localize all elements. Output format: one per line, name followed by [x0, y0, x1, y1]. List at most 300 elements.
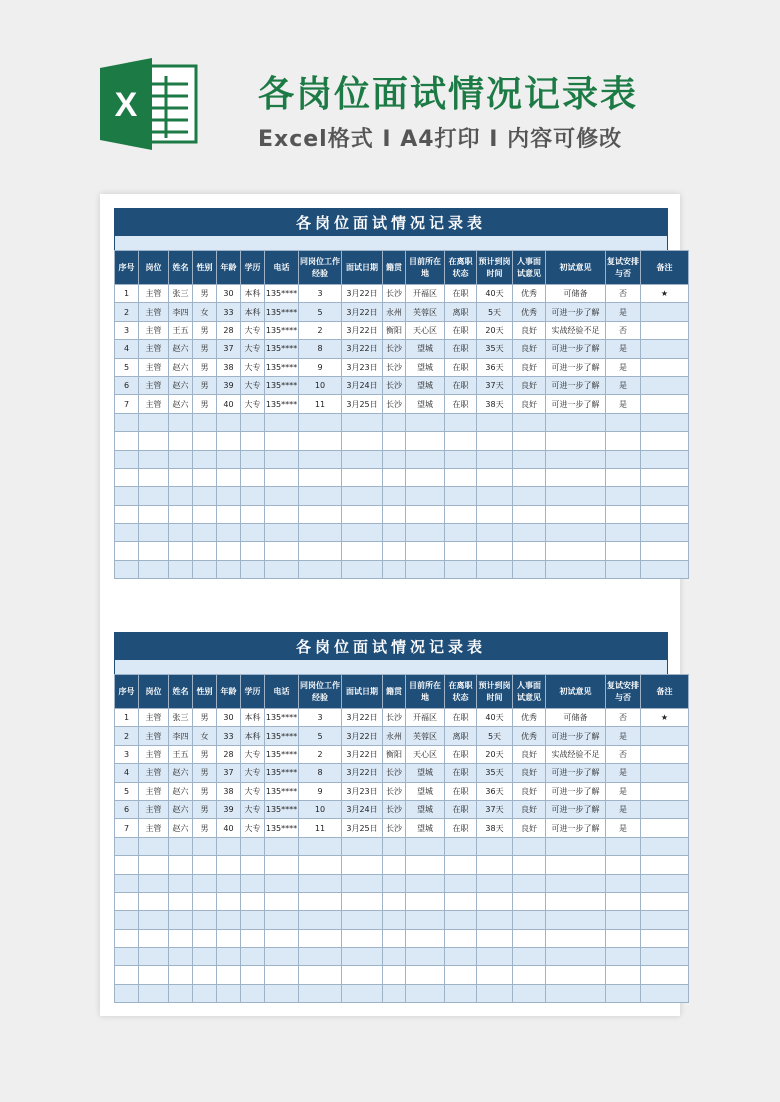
table-cell[interactable]	[139, 450, 169, 468]
table-cell[interactable]: 3月22日	[342, 745, 383, 763]
table-cell[interactable]: 5	[299, 303, 342, 321]
table-cell[interactable]	[383, 468, 406, 486]
table-cell[interactable]	[546, 966, 606, 984]
table-cell[interactable]: 赵六	[169, 358, 193, 376]
table-cell[interactable]	[606, 542, 641, 560]
table-cell[interactable]	[513, 948, 546, 966]
table-cell[interactable]	[115, 874, 139, 892]
table-cell[interactable]: 良好	[513, 782, 546, 800]
table-cell[interactable]	[139, 487, 169, 505]
table-cell[interactable]: 6	[115, 376, 139, 394]
table-cell[interactable]	[641, 321, 689, 339]
table-cell[interactable]	[299, 524, 342, 542]
table-cell[interactable]: 主管	[139, 819, 169, 837]
table-cell[interactable]	[477, 432, 513, 450]
table-cell[interactable]	[606, 948, 641, 966]
table-cell[interactable]	[217, 432, 241, 450]
table-cell[interactable]	[169, 966, 193, 984]
table-cell[interactable]: 是	[606, 376, 641, 394]
table-cell[interactable]	[513, 468, 546, 486]
table-cell[interactable]	[217, 911, 241, 929]
table-cell[interactable]	[477, 468, 513, 486]
table-cell[interactable]	[445, 468, 477, 486]
table-cell[interactable]	[169, 911, 193, 929]
table-cell[interactable]	[513, 524, 546, 542]
table-cell[interactable]	[546, 560, 606, 578]
table-cell[interactable]: 在职	[445, 285, 477, 303]
table-cell[interactable]: 1	[115, 709, 139, 727]
table-cell[interactable]: 否	[606, 321, 641, 339]
table-cell[interactable]	[193, 468, 217, 486]
table-cell[interactable]	[193, 560, 217, 578]
table-cell[interactable]: 是	[606, 800, 641, 818]
table-cell[interactable]	[445, 413, 477, 431]
table-cell[interactable]: 赵六	[169, 764, 193, 782]
table-cell[interactable]: 1	[115, 285, 139, 303]
table-cell[interactable]	[477, 948, 513, 966]
table-cell[interactable]	[406, 413, 445, 431]
table-cell[interactable]: 开福区	[406, 285, 445, 303]
table-cell[interactable]	[641, 800, 689, 818]
table-cell[interactable]: 望城	[406, 358, 445, 376]
table-cell[interactable]	[299, 966, 342, 984]
table-cell[interactable]	[169, 432, 193, 450]
table-cell[interactable]	[641, 856, 689, 874]
table-cell[interactable]: 大专	[241, 782, 265, 800]
table-cell[interactable]	[342, 524, 383, 542]
table-cell[interactable]: 男	[193, 800, 217, 818]
table-cell[interactable]: 135****	[265, 303, 299, 321]
table-cell[interactable]	[641, 727, 689, 745]
table-cell[interactable]	[299, 892, 342, 910]
table-cell[interactable]: 是	[606, 358, 641, 376]
table-cell[interactable]: 良好	[513, 819, 546, 837]
table-cell[interactable]: 主管	[139, 376, 169, 394]
table-cell[interactable]	[406, 966, 445, 984]
table-cell[interactable]	[477, 413, 513, 431]
table-cell[interactable]: 5	[115, 782, 139, 800]
table-cell[interactable]: 长沙	[383, 764, 406, 782]
table-cell[interactable]	[383, 413, 406, 431]
table-cell[interactable]: 是	[606, 727, 641, 745]
table-cell[interactable]	[342, 911, 383, 929]
table-cell[interactable]	[193, 874, 217, 892]
table-cell[interactable]: 在职	[445, 745, 477, 763]
table-cell[interactable]	[606, 432, 641, 450]
table-cell[interactable]	[265, 413, 299, 431]
table-cell[interactable]	[641, 782, 689, 800]
table-cell[interactable]	[546, 874, 606, 892]
table-cell[interactable]: 可进一步了解	[546, 358, 606, 376]
table-cell[interactable]: 在职	[445, 321, 477, 339]
table-cell[interactable]: 可储备	[546, 285, 606, 303]
table-cell[interactable]: 3月22日	[342, 709, 383, 727]
table-cell[interactable]	[477, 487, 513, 505]
table-cell[interactable]: 李四	[169, 727, 193, 745]
table-cell[interactable]: 5	[115, 358, 139, 376]
table-cell[interactable]	[217, 413, 241, 431]
table-cell[interactable]	[299, 874, 342, 892]
table-cell[interactable]	[299, 856, 342, 874]
table-cell[interactable]	[641, 929, 689, 947]
table-cell[interactable]: 135****	[265, 340, 299, 358]
table-cell[interactable]	[217, 929, 241, 947]
table-cell[interactable]: 男	[193, 709, 217, 727]
table-cell[interactable]: 大专	[241, 395, 265, 413]
table-cell[interactable]	[299, 432, 342, 450]
table-cell[interactable]: 主管	[139, 709, 169, 727]
table-cell[interactable]	[445, 505, 477, 523]
table-cell[interactable]	[606, 413, 641, 431]
table-cell[interactable]: 良好	[513, 376, 546, 394]
table-cell[interactable]: 望城	[406, 764, 445, 782]
table-cell[interactable]: 男	[193, 321, 217, 339]
table-cell[interactable]	[513, 984, 546, 1002]
table-cell[interactable]	[641, 911, 689, 929]
table-cell[interactable]: 135****	[265, 764, 299, 782]
table-cell[interactable]: 主管	[139, 782, 169, 800]
table-cell[interactable]	[477, 450, 513, 468]
table-cell[interactable]	[546, 505, 606, 523]
table-cell[interactable]	[342, 560, 383, 578]
table-cell[interactable]	[193, 892, 217, 910]
table-cell[interactable]: 王五	[169, 321, 193, 339]
table-cell[interactable]: 本科	[241, 727, 265, 745]
table-cell[interactable]	[169, 837, 193, 855]
table-cell[interactable]	[217, 948, 241, 966]
table-cell[interactable]: 在职	[445, 764, 477, 782]
table-cell[interactable]: 在职	[445, 395, 477, 413]
table-cell[interactable]	[606, 450, 641, 468]
table-cell[interactable]	[445, 450, 477, 468]
table-cell[interactable]: 男	[193, 358, 217, 376]
table-cell[interactable]: 40天	[477, 709, 513, 727]
table-cell[interactable]: 张三	[169, 285, 193, 303]
table-cell[interactable]	[139, 413, 169, 431]
table-cell[interactable]: 可储备	[546, 709, 606, 727]
table-cell[interactable]	[139, 929, 169, 947]
table-cell[interactable]	[546, 856, 606, 874]
table-cell[interactable]: 天心区	[406, 745, 445, 763]
table-cell[interactable]	[169, 560, 193, 578]
table-cell[interactable]: 大专	[241, 340, 265, 358]
table-cell[interactable]	[115, 911, 139, 929]
table-cell[interactable]: 望城	[406, 376, 445, 394]
table-cell[interactable]	[139, 948, 169, 966]
table-cell[interactable]: 2	[115, 727, 139, 745]
table-cell[interactable]	[241, 524, 265, 542]
table-cell[interactable]	[342, 487, 383, 505]
table-cell[interactable]	[193, 432, 217, 450]
table-cell[interactable]: 王五	[169, 745, 193, 763]
table-cell[interactable]	[513, 874, 546, 892]
table-cell[interactable]	[606, 874, 641, 892]
table-cell[interactable]: 是	[606, 395, 641, 413]
table-cell[interactable]	[513, 911, 546, 929]
table-cell[interactable]	[342, 948, 383, 966]
table-cell[interactable]: 35天	[477, 764, 513, 782]
table-cell[interactable]: 5天	[477, 303, 513, 321]
table-cell[interactable]	[139, 892, 169, 910]
table-cell[interactable]: 37天	[477, 800, 513, 818]
table-cell[interactable]	[115, 929, 139, 947]
table-cell[interactable]	[546, 413, 606, 431]
table-cell[interactable]	[445, 837, 477, 855]
table-cell[interactable]	[477, 892, 513, 910]
table-cell[interactable]	[241, 413, 265, 431]
table-cell[interactable]	[265, 560, 299, 578]
table-cell[interactable]	[546, 911, 606, 929]
table-cell[interactable]	[265, 432, 299, 450]
table-cell[interactable]	[383, 966, 406, 984]
table-cell[interactable]	[641, 358, 689, 376]
table-cell[interactable]	[115, 487, 139, 505]
table-cell[interactable]	[241, 966, 265, 984]
table-cell[interactable]: 135****	[265, 819, 299, 837]
table-cell[interactable]	[342, 450, 383, 468]
table-cell[interactable]	[477, 505, 513, 523]
table-cell[interactable]	[241, 468, 265, 486]
table-cell[interactable]	[265, 837, 299, 855]
table-cell[interactable]	[265, 487, 299, 505]
table-cell[interactable]	[265, 948, 299, 966]
table-cell[interactable]: 3月22日	[342, 321, 383, 339]
table-cell[interactable]: 3	[299, 709, 342, 727]
table-cell[interactable]: 可进一步了解	[546, 800, 606, 818]
table-cell[interactable]	[641, 819, 689, 837]
table-cell[interactable]: 望城	[406, 395, 445, 413]
table-cell[interactable]	[406, 524, 445, 542]
table-cell[interactable]	[606, 487, 641, 505]
table-cell[interactable]	[383, 524, 406, 542]
table-cell[interactable]	[641, 892, 689, 910]
table-cell[interactable]: 在职	[445, 782, 477, 800]
table-cell[interactable]	[406, 984, 445, 1002]
table-cell[interactable]	[445, 911, 477, 929]
table-cell[interactable]: 大专	[241, 321, 265, 339]
table-cell[interactable]: 主管	[139, 395, 169, 413]
table-cell[interactable]: 3月22日	[342, 303, 383, 321]
table-cell[interactable]: 优秀	[513, 709, 546, 727]
table-cell[interactable]	[445, 929, 477, 947]
table-cell[interactable]: 大专	[241, 376, 265, 394]
table-cell[interactable]	[217, 505, 241, 523]
table-cell[interactable]: 7	[115, 395, 139, 413]
table-cell[interactable]: 芙蓉区	[406, 303, 445, 321]
table-cell[interactable]	[265, 856, 299, 874]
table-cell[interactable]	[115, 432, 139, 450]
table-cell[interactable]: 11	[299, 819, 342, 837]
table-cell[interactable]	[193, 524, 217, 542]
table-cell[interactable]	[477, 874, 513, 892]
table-cell[interactable]	[606, 524, 641, 542]
table-cell[interactable]	[513, 966, 546, 984]
table-cell[interactable]	[606, 560, 641, 578]
table-cell[interactable]: 优秀	[513, 303, 546, 321]
table-cell[interactable]	[445, 892, 477, 910]
table-cell[interactable]	[641, 450, 689, 468]
table-cell[interactable]	[383, 505, 406, 523]
table-cell[interactable]: 否	[606, 285, 641, 303]
table-cell[interactable]	[606, 856, 641, 874]
table-cell[interactable]	[445, 524, 477, 542]
table-cell[interactable]	[342, 413, 383, 431]
table-cell[interactable]	[193, 966, 217, 984]
table-cell[interactable]	[139, 468, 169, 486]
table-cell[interactable]	[265, 966, 299, 984]
table-cell[interactable]: 3月22日	[342, 285, 383, 303]
table-cell[interactable]	[477, 929, 513, 947]
table-cell[interactable]: 长沙	[383, 340, 406, 358]
table-cell[interactable]	[115, 450, 139, 468]
table-cell[interactable]: 28	[217, 745, 241, 763]
table-cell[interactable]	[265, 984, 299, 1002]
table-cell[interactable]	[546, 432, 606, 450]
table-cell[interactable]	[641, 764, 689, 782]
table-cell[interactable]: 永州	[383, 303, 406, 321]
table-cell[interactable]	[193, 542, 217, 560]
table-cell[interactable]: 长沙	[383, 358, 406, 376]
table-cell[interactable]: 36天	[477, 782, 513, 800]
table-cell[interactable]: 可进一步了解	[546, 782, 606, 800]
table-cell[interactable]	[546, 948, 606, 966]
table-cell[interactable]	[406, 560, 445, 578]
table-cell[interactable]: 37	[217, 340, 241, 358]
table-cell[interactable]	[241, 837, 265, 855]
table-cell[interactable]: 男	[193, 285, 217, 303]
table-cell[interactable]	[115, 856, 139, 874]
table-cell[interactable]	[445, 856, 477, 874]
table-cell[interactable]: 是	[606, 764, 641, 782]
table-cell[interactable]: 永州	[383, 727, 406, 745]
table-cell[interactable]	[606, 892, 641, 910]
table-cell[interactable]	[139, 911, 169, 929]
table-cell[interactable]: 11	[299, 395, 342, 413]
table-cell[interactable]: 良好	[513, 764, 546, 782]
table-cell[interactable]	[546, 468, 606, 486]
table-cell[interactable]	[546, 892, 606, 910]
table-cell[interactable]: 赵六	[169, 395, 193, 413]
table-cell[interactable]: 长沙	[383, 782, 406, 800]
table-cell[interactable]	[342, 542, 383, 560]
table-cell[interactable]	[299, 837, 342, 855]
table-cell[interactable]	[241, 542, 265, 560]
table-cell[interactable]: 在职	[445, 376, 477, 394]
table-cell[interactable]	[641, 487, 689, 505]
table-cell[interactable]	[115, 837, 139, 855]
table-cell[interactable]: 135****	[265, 376, 299, 394]
table-cell[interactable]: 7	[115, 819, 139, 837]
table-cell[interactable]	[383, 984, 406, 1002]
table-cell[interactable]: 主管	[139, 340, 169, 358]
table-cell[interactable]	[546, 984, 606, 1002]
table-cell[interactable]	[115, 984, 139, 1002]
table-cell[interactable]	[477, 542, 513, 560]
table-cell[interactable]: 8	[299, 340, 342, 358]
table-cell[interactable]: 可进一步了解	[546, 819, 606, 837]
table-cell[interactable]: 10	[299, 376, 342, 394]
table-cell[interactable]	[169, 413, 193, 431]
table-cell[interactable]	[193, 948, 217, 966]
table-cell[interactable]: 男	[193, 782, 217, 800]
table-cell[interactable]: 张三	[169, 709, 193, 727]
table-cell[interactable]	[115, 966, 139, 984]
table-cell[interactable]	[342, 837, 383, 855]
table-cell[interactable]: 3月23日	[342, 782, 383, 800]
table-cell[interactable]	[477, 837, 513, 855]
table-cell[interactable]	[115, 413, 139, 431]
table-cell[interactable]: 良好	[513, 340, 546, 358]
table-cell[interactable]: 离职	[445, 727, 477, 745]
table-cell[interactable]: 衡阳	[383, 321, 406, 339]
table-cell[interactable]: 3月25日	[342, 819, 383, 837]
table-cell[interactable]	[641, 542, 689, 560]
table-cell[interactable]	[513, 542, 546, 560]
table-cell[interactable]	[513, 432, 546, 450]
table-cell[interactable]	[217, 874, 241, 892]
table-cell[interactable]: 大专	[241, 764, 265, 782]
table-cell[interactable]: 男	[193, 340, 217, 358]
table-cell[interactable]	[241, 450, 265, 468]
table-cell[interactable]: 女	[193, 727, 217, 745]
table-cell[interactable]: 长沙	[383, 376, 406, 394]
table-cell[interactable]	[406, 874, 445, 892]
table-cell[interactable]: 135****	[265, 395, 299, 413]
table-cell[interactable]: 赵六	[169, 782, 193, 800]
table-cell[interactable]: 40	[217, 819, 241, 837]
table-cell[interactable]	[115, 560, 139, 578]
table-cell[interactable]: 36天	[477, 358, 513, 376]
table-cell[interactable]: 可进一步了解	[546, 395, 606, 413]
table-cell[interactable]	[169, 948, 193, 966]
table-cell[interactable]	[342, 856, 383, 874]
table-cell[interactable]: ★	[641, 709, 689, 727]
table-cell[interactable]	[299, 450, 342, 468]
table-cell[interactable]	[169, 468, 193, 486]
table-cell[interactable]: 38	[217, 782, 241, 800]
table-cell[interactable]: ★	[641, 285, 689, 303]
table-cell[interactable]: 2	[299, 745, 342, 763]
table-cell[interactable]: 优秀	[513, 285, 546, 303]
table-cell[interactable]: 在职	[445, 800, 477, 818]
table-cell[interactable]	[193, 505, 217, 523]
table-cell[interactable]	[265, 892, 299, 910]
table-cell[interactable]: 望城	[406, 340, 445, 358]
table-cell[interactable]	[139, 856, 169, 874]
table-cell[interactable]: 男	[193, 764, 217, 782]
table-cell[interactable]	[241, 948, 265, 966]
table-cell[interactable]: 大专	[241, 800, 265, 818]
table-cell[interactable]	[299, 560, 342, 578]
table-cell[interactable]: 135****	[265, 321, 299, 339]
table-cell[interactable]: 是	[606, 303, 641, 321]
table-cell[interactable]	[641, 413, 689, 431]
table-cell[interactable]	[217, 450, 241, 468]
table-cell[interactable]	[115, 468, 139, 486]
table-cell[interactable]: 3月24日	[342, 376, 383, 394]
table-cell[interactable]: 3月22日	[342, 727, 383, 745]
table-cell[interactable]: 3	[115, 321, 139, 339]
table-cell[interactable]	[299, 929, 342, 947]
table-cell[interactable]	[193, 837, 217, 855]
table-cell[interactable]	[513, 837, 546, 855]
table-cell[interactable]	[641, 468, 689, 486]
table-cell[interactable]	[265, 874, 299, 892]
table-cell[interactable]: 在职	[445, 709, 477, 727]
table-cell[interactable]	[406, 542, 445, 560]
table-cell[interactable]	[383, 929, 406, 947]
table-cell[interactable]: 是	[606, 819, 641, 837]
